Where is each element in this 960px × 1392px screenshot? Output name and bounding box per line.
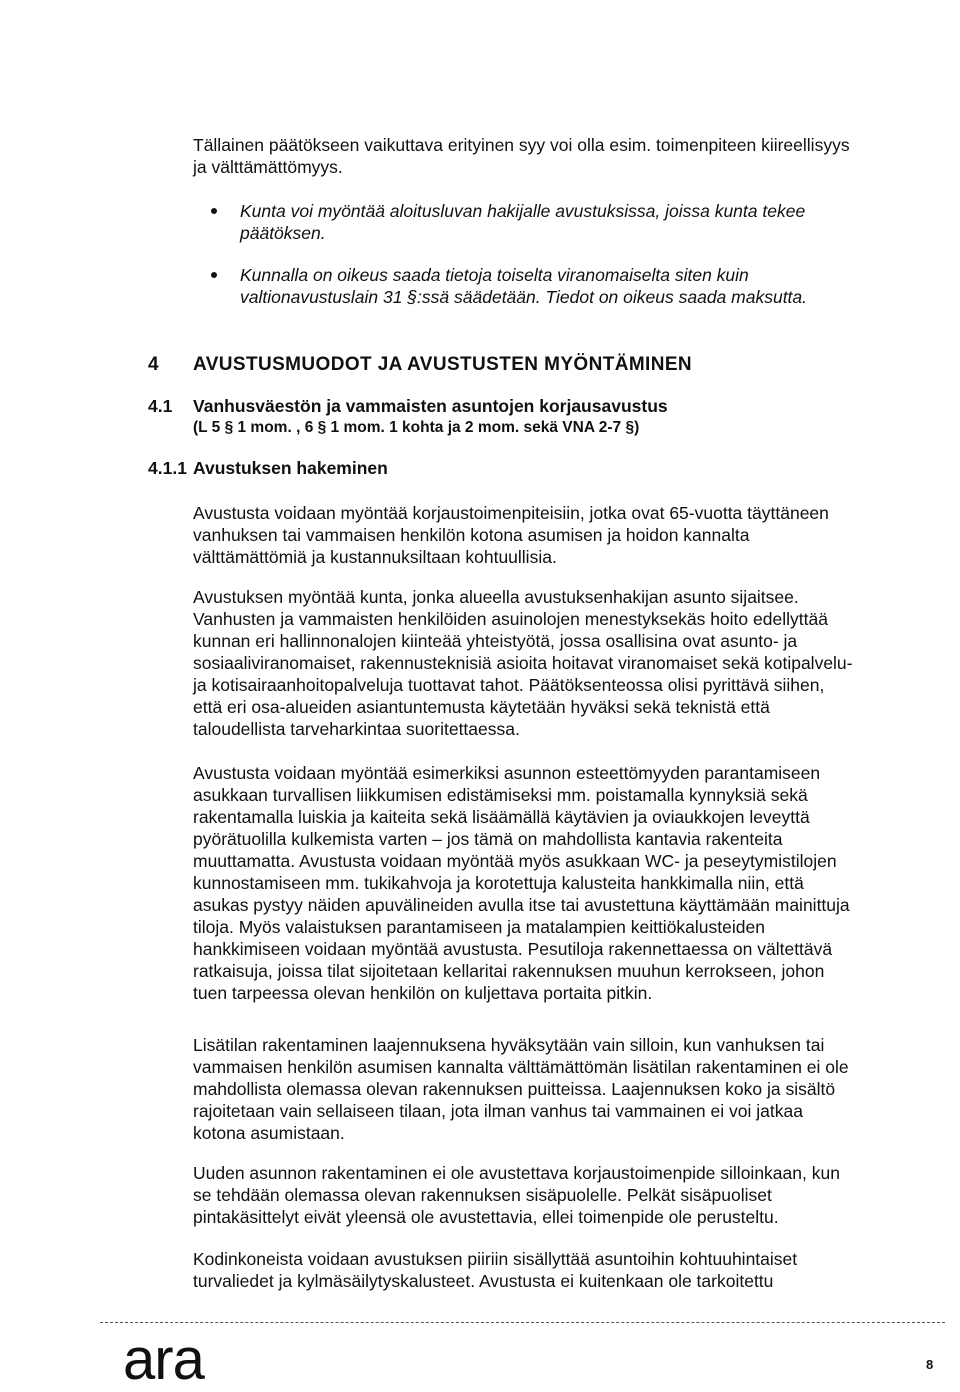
section-number: 4.1: [148, 396, 173, 416]
paragraph-text: Avustusta voidaan myöntää esimerkiksi asunnon esteettömyyden parantamiseen asukkaan turvallisen liikkumisen edistämiseksi mm. poistamalla kynnyksiä sekä rakentamalla luiskia ja kaiteita sekä lisäämällä käytävien ja oviaukkojen leveyttä pyörätuolilla kulkemista varten – jos tämä on mahdollista kantavia rakenteita muuttamatta. Avustusta voidaan myöntää myös asukkaan WC- ja peseytymistilojen kunnostamiseen mm. tukikahvoja ja korotettuja kalusteita hankkimalla niin, että asukas pystyy näiden apuvälineiden avulla itse tai avustettuna käyttämään mainittuja tiloja. Myös valaistuksen parantamiseen ja matalampien keittiökalusteiden hankkimiseen voidaan myöntää avustusta. Pesutiloja rakennettaessa on vältettävä ratkaisuja, joissa tilat sijoitetaan kellaritai rakennuksen muuhun kerrokseen, johon tuen tarpeessa olevan henkilön on kuljettava portaita pitkin.: [193, 763, 850, 1003]
section-title: Vanhusväestön ja vammaisten asuntojen korjausavustus: [193, 396, 668, 416]
footer-divider: [100, 1322, 945, 1323]
page-number: 8: [926, 1357, 934, 1372]
section-number: 4: [148, 354, 159, 375]
intro-paragraph: [193, 134, 853, 178]
bullet-text: Kunta voi myöntää aloitusluvan hakijalle avustuksissa, joissa kunta tekee päätöksen.: [240, 201, 806, 243]
paragraph-text: Lisätilan rakentaminen laajennuksena hyväksytään vain silloin, kun vanhuksen tai vammaisen henkilön asumisen kannalta välttämättömän lisätilan rakentaminen ei ole mahdollista olemassa olevan rakennuksen puitteissa. Laajennuksen koko ja sisältö rajoitetaan vain sellaiseen tilaan, jota ilman vanhus tai vammainen ei voi jatkaa kotona asumistaan.: [193, 1035, 849, 1143]
section-title: Avustuksen hakeminen: [193, 458, 388, 478]
bullet-icon: [211, 272, 217, 278]
ara-logo: ara: [123, 1327, 204, 1392]
body-paragraph: [193, 1162, 853, 1228]
bullet-icon: [211, 208, 217, 214]
section-number: 4.1.1: [148, 458, 187, 478]
body-paragraph: [193, 502, 853, 568]
paragraph-text: Uuden asunnon rakentaminen ei ole avustettava korjaustoimenpide silloinkaan, kun se tehdään olemassa olevan rakennuksen sisäpuolelle. Pelkät sisäpuoliset pintakäsittelyt eivät yleensä ole avustettavia, ellei toimenpide ole perusteltu.: [193, 1163, 840, 1227]
paragraph-text: Kodinkoneista voidaan avustuksen piiriin sisällyttää asuntoihin kohtuuhintaiset turvaliedet ja kylmäsäilytyskalusteet. Avustusta ei kuitenkaan ole tarkoitettu: [193, 1249, 798, 1291]
section-title: AVUSTUSMUODOT JA AVUSTUSTEN MYÖNTÄMINEN: [193, 354, 693, 375]
paragraph-text: Avustuksen myöntää kunta, jonka alueella avustuksenhakijan asunto sijaitsee. Vanhusten ja vammaisten henkilöiden asuinolojen menestyksekäs hoito edellyttää kunnan eri hallinnonalojen kiinteää yhteistyötä, jossa osallisina ovat asunto- ja sosiaaliviranomaiset, rakennusteknisiä asioita hoitavat viranomaiset sekä kotipalvelu- ja kotisairaanhoitopalveluja tuottavat tahot. Päätöksenteossa olisi pyrittävä siihen, että eri osa-alueiden asiantuntemusta käytetään hyväksi sekä teknistä että taloudellista tarveharkintaa suoritettaessa.: [193, 587, 853, 739]
section-subtitle: (L 5 § 1 mom. , 6 § 1 mom. 1 kohta ja 2 mom. sekä VNA 2-7 §): [193, 419, 640, 436]
body-paragraph: [193, 1248, 853, 1292]
body-paragraph: [193, 1034, 853, 1144]
intro-text: Tällainen päätökseen vaikuttava erityinen syy voi olla esim. toimenpiteen kiireellisyys ja välttämättömyys.: [193, 135, 850, 177]
bullet-text: Kunnalla on oikeus saada tietoja toiselta viranomaiselta siten kuin valtionavustuslain 31 §:ssä säädetään. Tiedot on oikeus saada maksutta.: [240, 265, 808, 307]
body-paragraph: [193, 762, 853, 1004]
body-paragraph: [193, 586, 853, 740]
paragraph-text: Avustusta voidaan myöntää korjaustoimenpiteisiin, jotka ovat 65-vuotta täyttäneen vanhuksen tai vammaisen henkilön kotona asumisen ja hoidon kannalta välttämättömiä ja kustannuksiltaan kohtuullisia.: [193, 503, 829, 567]
